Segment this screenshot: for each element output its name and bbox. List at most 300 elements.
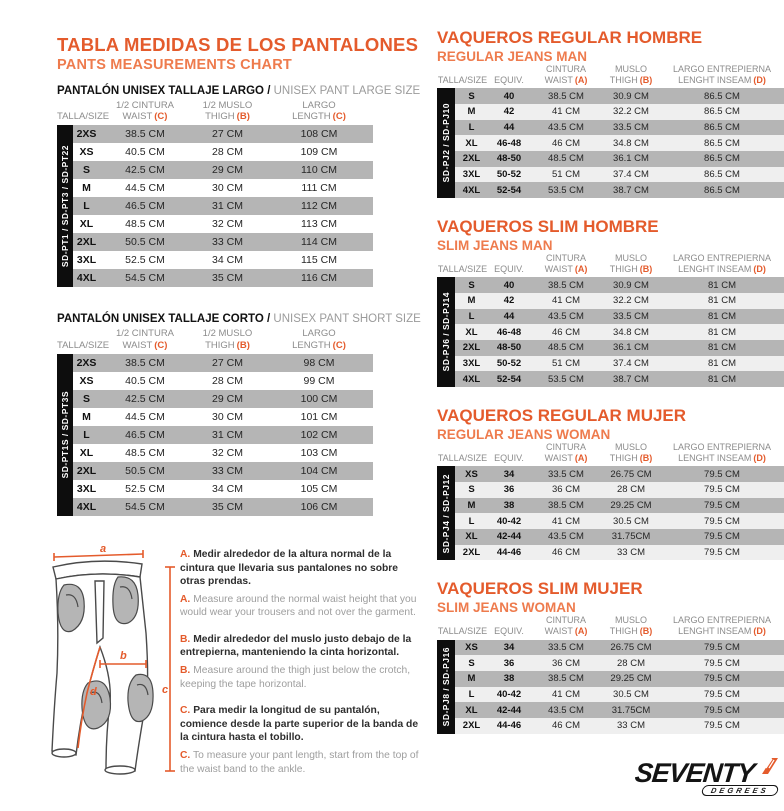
table-row [455,371,784,387]
instruction-a-es: A. Medir alrededor de la altura normal de la cintura que llevaria sus pantalones no sobre otras prendas. [180,549,399,588]
table-cell: M [82,410,91,423]
table-cell: 79.5 CM [704,515,740,527]
section-title-en: UNISEX PANT LARGE SIZE [273,85,421,97]
table-row [73,125,373,143]
section-title-en: REGULAR JEANS MAN [437,49,588,64]
table-cell: 86.5 CM [704,169,740,180]
section-title-es: VAQUEROS REGULAR MUJER [437,406,687,426]
product-code-bar [57,125,73,287]
table-cell: 46.5 CM [125,200,165,213]
table-cell: 2XS [76,356,97,369]
header-thigh: 1/2 MUSLO THIGH (B) [202,100,253,123]
header-equiv: EQUIV. [494,263,524,274]
table-cell: 79.5 CM [704,641,740,653]
table-cell: 28 CM [212,374,243,387]
table-row [73,408,373,426]
product-code: SD-PJ8 / SD-PJ16 [441,647,451,727]
table-cell: L [83,200,90,213]
table-cell: 81 CM [708,310,736,322]
table-cell: 31 CM [212,428,243,441]
table-cell: 51 CM [552,358,580,370]
table-cell: 30.9 CM [613,279,649,291]
table-cell: 46-48 [496,137,522,149]
table-cell: M [467,500,476,511]
table-cell: 46 CM [552,547,580,559]
table-cell: XL [465,326,478,338]
table-header [57,328,373,353]
table-cell: 32 CM [212,446,243,459]
table-header [437,615,784,639]
table-cell: 42 [503,295,515,307]
table-cell: 81 CM [708,279,736,291]
table-cell: 114 CM [301,236,337,249]
product-code-bar [437,466,455,560]
table-cell: 44-46 [496,720,522,732]
table-cell: 115 CM [301,254,337,267]
table-cell: 3XL [76,482,97,495]
section-unisex-pant-short [57,313,421,515]
product-code: SD-PJ2 / SD-PJ10 [441,103,451,183]
table-cell: 32.2 CM [613,295,649,307]
header-size: TALLA/SIZE [437,452,488,463]
header-length: LARGO LENGTH (C) [292,328,346,351]
table-cell: 43.5 CM [548,121,584,133]
table-cell: 36.1 CM [613,342,649,354]
section-title-en: SLIM JEANS WOMAN [437,600,576,616]
table-cell: XL [79,218,94,231]
table-row [455,120,784,136]
size-table-slim-jeans-man [437,277,784,387]
table-cell: 2XL [76,464,97,477]
product-code-bar [57,354,73,516]
brand-name: SEVENTY [633,758,756,788]
table-row [73,215,373,233]
table-cell: 111 CM [301,182,337,195]
table-cell: 108 CM [300,128,338,141]
header-thigh: MUSLO THIGH (B) [609,253,653,274]
table-cell: 46 CM [552,720,580,732]
table-cell: 40.5 CM [125,374,165,387]
table-cell: 52.5 CM [125,482,165,495]
table-cell: 52-54 [496,373,522,385]
section-slim-jeans-man [437,217,784,387]
table-cell: 33 CM [212,236,243,249]
table-cell: 42.5 CM [125,392,165,405]
table-cell: XS [465,468,478,480]
table-row [455,88,784,104]
table-cell: 54.5 CM [125,272,165,285]
table-row [73,480,373,498]
table-cell: 33.5 CM [613,310,649,322]
table-row [455,655,784,671]
table-cell: S [468,657,475,669]
table-cell: 33 CM [617,547,645,559]
table-row [73,233,373,251]
table-cell: 50-52 [496,358,522,370]
header-equiv: EQUIV. [494,626,524,637]
table-row [73,161,373,179]
table-row [455,356,784,372]
table-cell: 48-50 [496,342,522,354]
table-row [455,498,784,514]
table-cell: 41 CM [552,295,580,307]
section-title-en: SLIM JEANS MAN [437,238,553,254]
section-title-es: PANTALÓN UNISEX TALLAJE LARGO / [57,85,271,97]
table-cell: 31.75CM [611,531,651,543]
table-cell: 29 CM [212,392,243,405]
table-cell: 40-42 [496,689,522,701]
table-header [437,64,784,88]
header-equiv: EQUIV. [494,74,524,85]
table-cell: 2XL [462,720,481,732]
table-cell: 4XL [462,373,481,385]
table-cell: 48.5 CM [125,218,165,231]
label-c: c [162,684,169,696]
table-cell: 46 CM [552,326,580,338]
table-cell: 2XL [462,153,481,165]
table-cell: 52-54 [496,184,522,196]
table-row [73,390,373,408]
table-cell: 36 CM [552,657,580,669]
label-d: d [90,686,97,698]
table-body [455,466,784,560]
measure-a-line [54,550,143,561]
section-unisex-pant-large [57,85,421,287]
right-column [437,28,784,753]
table-cell: 53.5 CM [548,184,584,196]
table-cell: 42-44 [496,704,522,716]
table-cell: 79.5 CM [704,720,740,732]
table-cell: 48-50 [496,153,522,165]
table-row [73,444,373,462]
table-cell: 36.1 CM [613,153,649,165]
header-size: TALLA/SIZE [437,263,488,274]
table-cell: 48.5 CM [125,446,165,459]
table-cell: 79.5 CM [704,547,740,559]
table-cell: 81 CM [708,342,736,354]
table-cell: 29.25 CM [610,673,652,685]
table-cell: 50.5 CM [125,464,165,477]
table-cell: 32.2 CM [613,106,649,118]
table-header [57,100,373,125]
header-size: TALLA/SIZE [437,74,488,85]
table-row [455,640,784,656]
section-slim-jeans-woman [437,579,784,733]
table-cell: 86.5 CM [704,184,740,196]
table-row [455,513,784,529]
table-cell: 28 CM [617,484,645,496]
table-cell: 81 CM [708,326,736,338]
header-size: TALLA/SIZE [437,626,488,637]
section-title-es: VAQUEROS REGULAR HOMBRE [437,28,703,47]
table-cell: 40.5 CM [125,146,165,159]
page-title: TABLA MEDIDAS DE LOS PANTALONES [57,34,419,55]
table-cell: 43.5 CM [548,704,584,716]
table-cell: 4XL [76,272,97,285]
table-cell: L [468,121,475,133]
table-cell: 42.5 CM [125,164,165,177]
header-waist: CINTURA WAIST (A) [544,442,588,463]
table-cell: 106 CM [300,500,338,513]
table-cell: 86.5 CM [704,90,740,102]
table-cell: 2XL [76,236,97,249]
table-cell: 86.5 CM [704,121,740,133]
table-cell: XL [465,531,478,543]
product-code: SD-PJ6 / SD-PJ14 [441,292,451,372]
table-row [73,462,373,480]
table-cell: 53.5 CM [548,373,584,385]
table-row [455,545,784,561]
table-body [455,277,784,387]
table-cell: 103 CM [300,446,338,459]
section-title-es: PANTALÓN UNISEX TALLAJE CORTO / [57,313,271,326]
table-row [73,354,373,372]
header-inseam: LARGO ENTREPIERNA LENGHT INSEAM (D) [672,615,772,637]
brand-logo [592,760,778,796]
table-cell: 81 CM [708,295,736,307]
page-subtitle: PANTS MEASUREMENTS CHART [57,57,292,73]
table-cell: 28 CM [617,657,645,669]
table-cell: 44-46 [496,547,522,559]
table-cell: 43.5 CM [548,310,584,322]
table-cell: 33 CM [212,464,243,477]
header-waist: CINTURA WAIST (A) [544,615,588,637]
table-row [73,269,373,287]
table-cell: 116 CM [301,272,337,285]
section-title-en: UNISEX PANT SHORT SIZE [273,313,421,326]
table-cell: 113 CM [301,218,337,231]
table-cell: 4XL [462,184,481,196]
table-body [455,640,784,734]
table-cell: 30 CM [212,182,243,195]
table-cell: XS [79,146,94,159]
table-cell: S [468,90,475,102]
header-thigh: MUSLO THIGH (B) [609,64,653,85]
table-row [455,671,784,687]
table-cell: 42 [503,106,515,118]
table-cell: 38 [503,500,515,511]
table-cell: 46.5 CM [125,428,165,441]
table-cell: 46 CM [552,137,580,149]
table-row [455,324,784,340]
instruction-b-en: B. Measure around the thigh just below the crotch, keeping the tape horizontal. [180,665,411,690]
section-title [57,313,421,326]
table-cell: 31.75CM [611,704,651,716]
product-code: SD-PJ4 / SD-PJ12 [441,473,451,554]
table-row [455,309,784,325]
table-cell: 30 CM [212,410,243,423]
table-cell: 4XL [76,500,97,513]
table-cell: 38.5 CM [125,356,165,369]
table-cell: 102 CM [300,428,338,441]
table-cell: 79.5 CM [704,657,740,669]
table-header [437,253,784,277]
section-title-es: VAQUEROS SLIM MUJER [437,579,643,599]
section-regular-jeans-man [437,28,784,198]
table-row [455,718,784,734]
table-cell: 38.7 CM [613,184,649,196]
table-cell: 52.5 CM [125,254,165,267]
table-row [455,182,784,198]
table-cell: 98 CM [303,356,335,369]
instruction-c-en: C. To measure your pant length, start from the top of the waist band to the ankle. [180,749,419,775]
brand-subname: DEGREES [701,785,779,796]
table-cell: 34 CM [212,482,243,495]
table-cell: 42-44 [496,531,522,543]
section-title-en: REGULAR JEANS WOMAN [437,427,611,443]
table-cell: 30.9 CM [613,90,649,102]
left-column [57,34,421,516]
table-cell: 35 CM [212,272,243,285]
table-cell: 46-48 [496,326,522,338]
table-cell: 33.5 CM [548,468,584,480]
table-cell: 110 CM [301,164,337,177]
table-cell: 86.5 CM [704,137,740,149]
header-thigh: MUSLO THIGH (B) [609,442,653,463]
table-row [455,687,784,703]
table-cell: 28 CM [212,146,243,159]
table-cell: 33 CM [617,720,645,732]
table-cell: 29.25 CM [610,500,652,511]
section-regular-jeans-woman [437,406,784,560]
table-cell: 50.5 CM [125,236,165,249]
table-cell: 2XS [76,128,97,141]
header-waist: 1/2 CINTURA WAIST (C) [115,328,175,351]
section-title [57,85,421,97]
table-cell: 81 CM [708,373,736,385]
table-row [73,372,373,390]
header-inseam: LARGO ENTREPIERNA LENGHT INSEAM (D) [672,442,772,463]
table-cell: 3XL [462,358,481,370]
table-row [455,277,784,293]
table-cell: 38.5 CM [548,673,584,685]
pants-diagram-svg [40,543,180,785]
table-cell: 112 CM [301,200,337,213]
seventy-degrees-flag-icon [756,758,778,776]
header-waist: 1/2 CINTURA WAIST (C) [115,100,175,123]
table-cell: XL [79,446,94,459]
brand-logo-main [635,760,778,787]
table-cell: 40 [503,90,515,102]
table-cell: 79.5 CM [704,689,740,701]
table-cell: M [467,106,476,118]
table-cell: 35 CM [212,500,243,513]
table-row [455,151,784,167]
table-cell: 43.5 CM [548,531,584,543]
table-cell: 38 [503,673,515,685]
table-cell: 105 CM [300,482,338,495]
table-cell: 3XL [76,254,97,267]
table-cell: 40 [503,279,515,291]
table-cell: 79.5 CM [704,484,740,496]
table-row [73,197,373,215]
product-code-bar [437,640,455,734]
table-cell: 38.5 CM [548,500,584,511]
table-cell: S [82,164,90,177]
table-row [455,529,784,545]
table-cell: 34.8 CM [613,326,649,338]
table-cell: 48.5 CM [548,153,584,165]
table-cell: L [468,515,475,527]
table-cell: 101 CM [300,410,338,423]
table-row [455,135,784,151]
table-cell: 34 [503,641,515,653]
table-cell: 32 CM [212,218,243,231]
table-row [73,251,373,269]
table-cell: 27 CM [212,128,243,141]
table-cell: 99 CM [303,374,335,387]
size-table-regular-jeans-woman [437,466,784,560]
table-cell: 50-52 [496,169,522,180]
table-row [73,426,373,444]
table-cell: 34 CM [212,254,243,267]
table-cell: 41 CM [552,515,580,527]
table-row [455,104,784,120]
table-cell: 40-42 [496,515,522,527]
table-cell: 38.5 CM [548,90,584,102]
table-cell: 44.5 CM [125,410,165,423]
table-cell: 34 [503,468,515,480]
table-cell: 44 [503,121,515,133]
table-cell: 79.5 CM [704,468,740,480]
table-cell: 30.5 CM [613,515,649,527]
table-cell: M [467,673,476,685]
table-cell: 44.5 CM [125,182,165,195]
table-cell: 2XL [462,342,481,354]
header-length: LARGO LENGTH (C) [292,100,346,123]
table-cell: S [468,279,475,291]
table-cell: 33.5 CM [548,641,584,653]
table-cell: L [468,310,475,322]
table-cell: 26.75 CM [610,468,652,480]
table-row [455,702,784,718]
table-cell: 34.8 CM [613,137,649,149]
table-cell: XS [79,374,94,387]
table-cell: 104 CM [300,464,338,477]
table-cell: 51 CM [552,169,580,180]
table-cell: XL [465,137,478,149]
table-cell: 38.5 CM [125,128,165,141]
table-cell: XL [465,704,478,716]
table-cell: 36 [503,657,515,669]
table-cell: 3XL [462,169,481,180]
measurement-instructions [180,548,425,780]
header-size: TALLA/SIZE [57,111,110,123]
instruction-a-en: A. Measure around the normal waist height that you would wear your trousers and not over the garment. [180,593,417,619]
table-cell: L [468,689,475,701]
header-size: TALLA/SIZE [57,339,110,351]
header-thigh: MUSLO THIGH (B) [609,615,653,637]
table-row [73,179,373,197]
table-row [73,498,373,516]
table-cell: 26.75 CM [610,641,652,653]
table-cell: 27 CM [212,356,243,369]
label-b: b [120,650,127,662]
table-cell: 41 CM [552,689,580,701]
table-body [455,88,784,198]
table-cell: 37.4 CM [613,358,649,370]
header-waist: CINTURA WAIST (A) [544,64,588,85]
table-cell: 86.5 CM [704,153,740,165]
table-cell: 79.5 CM [704,500,740,511]
header-inseam: LARGO ENTREPIERNA LENGHT INSEAM (D) [672,64,772,85]
table-cell: 86.5 CM [704,106,740,118]
table-cell: 33.5 CM [613,121,649,133]
measure-c-line [165,567,175,771]
table-row [455,466,784,482]
table-row [455,293,784,309]
pants-measurement-diagram [40,543,180,785]
